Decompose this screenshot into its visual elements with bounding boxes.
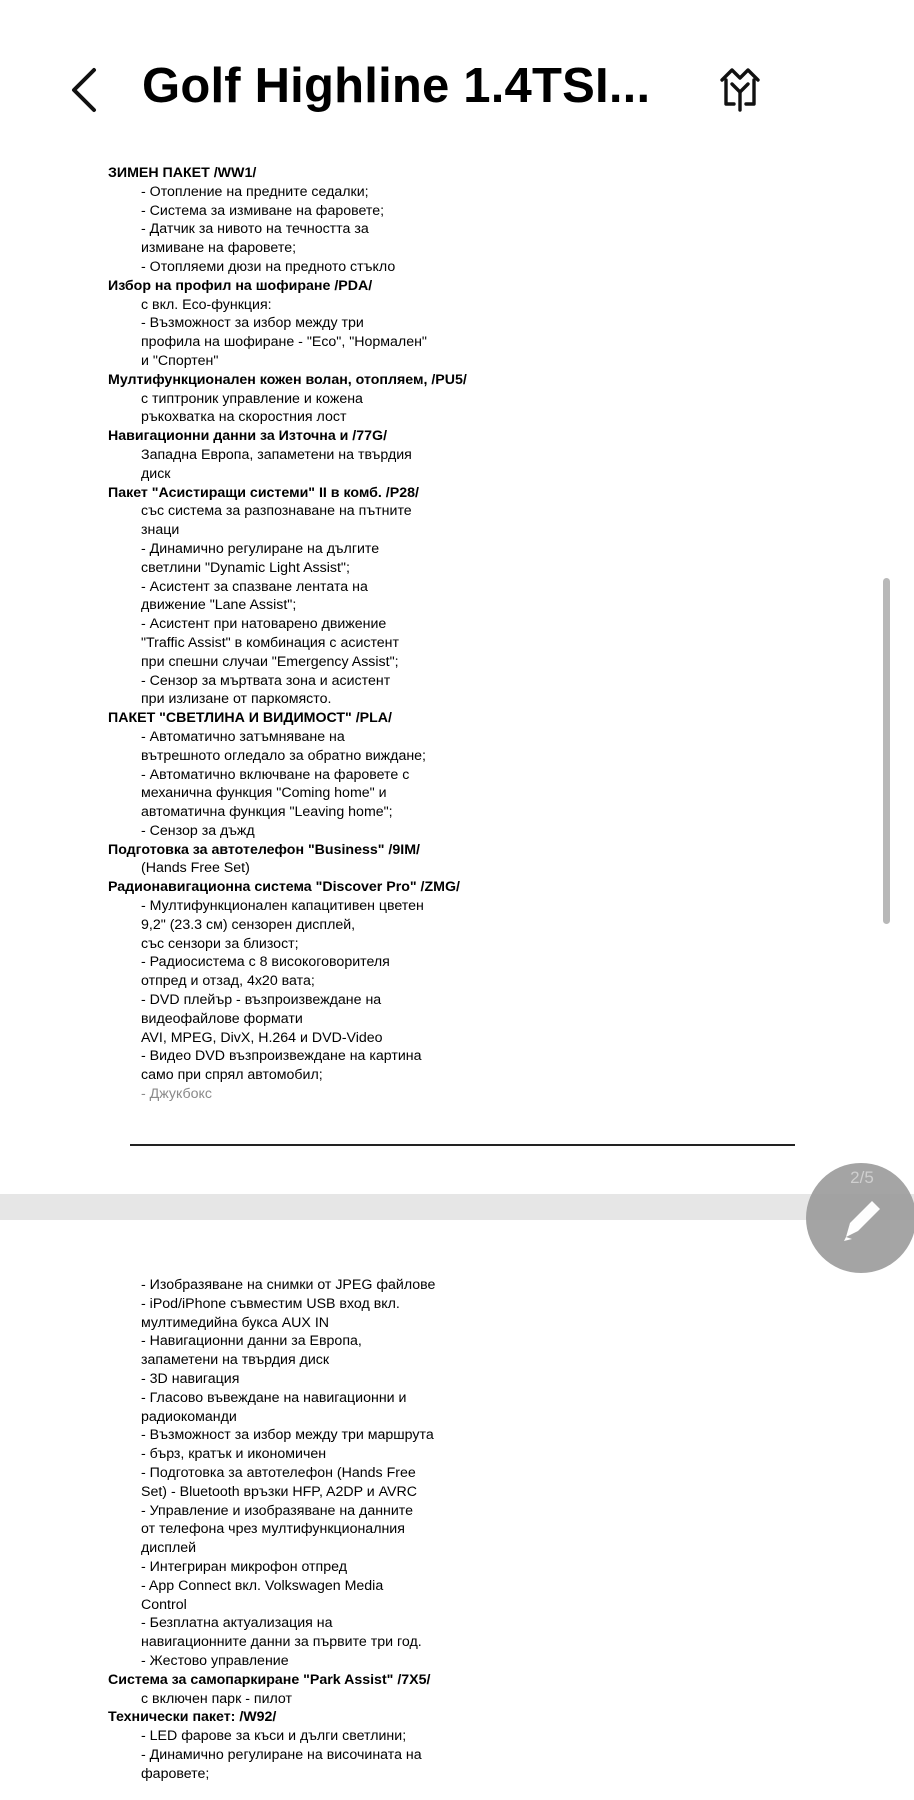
section-line: видеофайлове формати: [141, 1010, 303, 1027]
section-line: мултимедийна букса AUX IN: [141, 1314, 330, 1331]
page-gap: [0, 1194, 914, 1220]
top-app-bar: [0, 0, 914, 150]
section-line: - Отопление на предните седалки;: [141, 183, 369, 200]
section-heading: Мултифункционален кожен волан, отопляем, /PU5/: [108, 371, 467, 388]
spec-section: [108, 164, 808, 277]
section-line: вътрешното огледало за обратно виждане;: [141, 747, 427, 764]
section-line: отпред и отзад, 4x20 вата;: [141, 973, 315, 990]
section-line: - Гласово въвеждане на навигационни и: [141, 1389, 407, 1406]
section-line: само при спрял автомобил;: [141, 1067, 323, 1084]
section-line: със сензори за близост;: [141, 935, 299, 952]
page-title: Golf Highline 1.4TSI...: [142, 59, 651, 113]
share-button[interactable]: [712, 60, 768, 120]
section-line-faded: - Джукбокс: [141, 1086, 213, 1103]
section-heading: Подготовка за автотелефон "Business" /9IM/: [108, 841, 420, 858]
section-line: Set) - Bluetooth връзки HFP, A2DP и AVRC: [141, 1483, 418, 1500]
section-line: - Автоматично затъмняване на: [141, 728, 345, 745]
section-line: радиокоманди: [141, 1408, 237, 1425]
section-line: Control: [141, 1596, 187, 1613]
page-divider-line: [130, 1144, 795, 1146]
section-line: - iPod/iPhone съвместим USB вход вкл.: [141, 1295, 400, 1312]
section-line: - Възможност за избор между три маршрута: [141, 1427, 434, 1444]
section-heading: Радионавигационна система "Discover Pro" /ZMG/: [108, 879, 460, 896]
section-line: със система за разпознаване на пътните: [141, 503, 412, 520]
document-page-2: [0, 1220, 914, 1800]
section-line: - Отопляеми дюзи на предното стъкло: [141, 258, 396, 275]
chevron-left-icon: [62, 60, 112, 120]
section-line: с включен парк - пилот: [141, 1690, 293, 1707]
section-heading: ЗИМЕН ПАКЕТ /WW1/: [108, 165, 257, 181]
section-line: - Възможност за избор между три: [141, 315, 364, 332]
section-line: запаметени на твърдия диск: [141, 1352, 330, 1369]
share-icon: [712, 60, 768, 120]
spec-section: [108, 841, 808, 879]
section-line: - Видео DVD възпроизвеждане на картина: [141, 1048, 422, 1065]
section-heading: Пакет "Асистиращи системи" II в комб. /P28/: [108, 484, 419, 501]
section-line: AVI, MPEG, DivX, H.264 и DVD-Video: [141, 1029, 383, 1046]
section-line: "Traffic Assist" в комбинация с асистент: [141, 634, 400, 651]
section-line: - Сензор за мъртвата зона и асистент: [141, 672, 391, 689]
section-line: - бърз, кратък и икономичен: [141, 1446, 327, 1463]
section-line: - Асистент при натоварено движение: [141, 616, 387, 633]
page-2-content: [108, 1276, 808, 1784]
vertical-scrollbar[interactable]: [883, 578, 890, 924]
section-line: светлини "Dynamic Light Assist";: [141, 559, 350, 576]
spec-section: [108, 1276, 808, 1671]
section-line: знаци: [141, 522, 180, 539]
section-line: 9,2" (23.3 см) сензорен дисплей,: [141, 916, 356, 933]
section-heading: Избор на профил на шофиране /PDA/: [108, 277, 373, 294]
section-line: с вкл. Eco-функция:: [141, 296, 272, 313]
section-line: от телефона чрез мултифункционалния: [141, 1521, 405, 1538]
section-line: - Подготовка за автотелефон (Hands Free: [141, 1464, 416, 1481]
section-line: механична функция "Coming home" и: [141, 785, 387, 802]
section-line: - Асистент за спазване лентата на: [141, 578, 368, 595]
section-line: навигационните данни за първите три год.: [141, 1634, 422, 1651]
section-line: - Динамично регулиране на височината на: [141, 1746, 422, 1763]
section-line: профила на шофиране - "Eco", "Нормален": [141, 334, 427, 351]
spec-section: [108, 1708, 808, 1783]
section-line: - Датчик за нивото на течността за: [141, 221, 369, 238]
section-line: с типтроник управление и кожена: [141, 390, 363, 407]
spec-section: [108, 1671, 808, 1709]
pencil-icon: [834, 1189, 890, 1249]
section-line: - Автоматично включване на фаровете с: [141, 766, 410, 783]
section-line: - Интегриран микрофон отпред: [141, 1558, 347, 1575]
section-line: - Жестово управление: [141, 1652, 289, 1669]
section-line: - Управление и изобразяване на данните: [141, 1502, 414, 1519]
section-line: и "Спортен": [141, 352, 219, 369]
spec-section: [108, 878, 808, 1085]
section-line: (Hands Free Set): [141, 860, 250, 877]
section-line: - Навигационни данни за Европа,: [141, 1333, 362, 1350]
section-line: движение "Lane Assist";: [141, 597, 297, 614]
section-line: Западна Европа, запаметени на твърдия: [141, 446, 412, 463]
section-line: - Изобразяване на снимки от JPEG файлове: [141, 1277, 436, 1293]
section-line: - App Connect вкл. Volkswagen Media: [141, 1577, 384, 1594]
section-heading: Навигационни данни за Източна и /77G/: [108, 428, 388, 445]
document-page-1: [0, 150, 914, 1194]
section-line: - Сензор за дъжд: [141, 822, 255, 839]
section-line: измиване на фаровете;: [141, 240, 297, 257]
section-line: фаровете;: [141, 1765, 210, 1782]
spec-section: [108, 427, 808, 483]
back-button[interactable]: [62, 60, 112, 120]
section-line: - LED фарове за къси и дълги светлини;: [141, 1728, 407, 1745]
section-line: - DVD плейър - възпроизвеждане на: [141, 992, 382, 1009]
section-heading: Система за самопаркиране "Park Assist" /7X5/: [108, 1671, 431, 1688]
section-line: - Динамично регулиране на дългите: [141, 540, 380, 557]
section-line: - Мултифункционален капацитивен цветен: [141, 898, 424, 915]
spec-section: [108, 709, 808, 841]
section-line: при излизане от паркомясто.: [141, 691, 332, 708]
spec-section: [108, 484, 808, 710]
spec-section: [108, 371, 808, 427]
section-line: диск: [141, 465, 171, 482]
section-heading: ПАКЕТ "СВЕТЛИНА И ВИДИМОСТ" /PLA/: [108, 710, 392, 727]
section-line: при спешни случаи "Emergency Assist";: [141, 653, 399, 670]
section-line: автоматична функция "Leaving home";: [141, 804, 393, 821]
section-line: - Радиосистема с 8 високоговорителя: [141, 954, 390, 971]
spec-section: [108, 277, 808, 371]
section-heading: Технически пакет: /W92/: [108, 1709, 277, 1726]
section-line: - Система за измиване на фаровете;: [141, 202, 385, 219]
section-line: дисплей: [141, 1540, 197, 1557]
page-1-content: [108, 164, 808, 1104]
page-indicator: 2/5: [850, 1168, 874, 1187]
section-line: - 3D навигация: [141, 1370, 240, 1387]
section-line: - Безплатна актуализация на: [141, 1615, 333, 1632]
section-line: ръкохватка на скоростния лост: [141, 409, 347, 426]
